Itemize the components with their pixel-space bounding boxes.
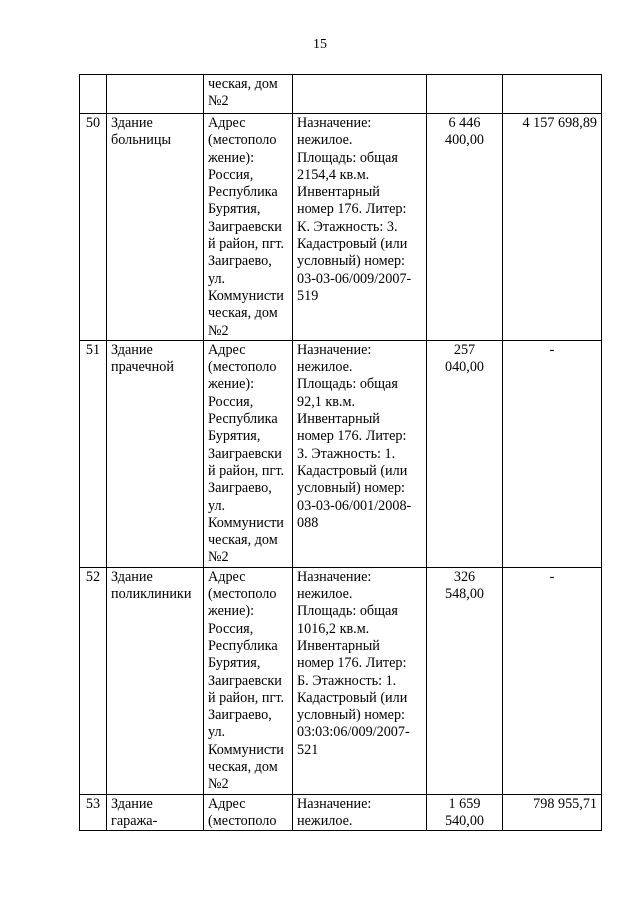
table-row — [80, 340, 602, 567]
address-line: №2 — [208, 776, 229, 793]
details-line: условный) номер: — [297, 253, 405, 270]
address-line: №2 — [208, 93, 229, 110]
page-number: 15 — [313, 37, 327, 52]
address-cell — [204, 114, 293, 341]
address-line: ческая, дом — [208, 532, 278, 549]
details-line: Кадастровый (или — [297, 689, 408, 706]
table-body — [80, 75, 602, 831]
details-cell — [293, 75, 427, 114]
address-line: ческая, дом — [208, 305, 278, 322]
details-cell — [293, 340, 427, 567]
amount-line: 6 446 — [448, 115, 481, 131]
object-name-line: Здание — [111, 115, 153, 131]
row-number-cell: 50 — [80, 114, 107, 341]
amount-cell — [427, 340, 503, 567]
table-row — [80, 114, 602, 341]
row-number-cell: 51 — [80, 340, 107, 567]
details-line: Площадь: общая — [297, 149, 398, 166]
details-line: нежилое. — [297, 586, 353, 603]
property-registry-table — [79, 74, 602, 831]
address-line: Заиграевски — [208, 672, 282, 689]
details-line: Кадастровый (или — [297, 236, 408, 253]
amount-cell — [427, 114, 503, 341]
row-number-cell: 53 — [80, 794, 107, 831]
details-line: 03-03-06/001/2008- — [297, 497, 412, 514]
value-cell: 4 157 698,89 — [503, 114, 602, 341]
object-name-cell — [107, 75, 204, 114]
address-line: й район, пгт. — [208, 462, 284, 479]
address-line: Заиграево, — [208, 253, 272, 270]
address-line: Республика — [208, 637, 278, 654]
address-line: (местополо — [208, 812, 277, 829]
details-line: Кадастровый (или — [297, 462, 408, 479]
address-line: й район, пгт. — [208, 689, 284, 706]
object-name-cell — [107, 114, 204, 341]
details-line: номер 176. Литер: — [297, 428, 407, 445]
address-line: Заиграевски — [208, 218, 282, 235]
address-line: Бурятия, — [208, 428, 261, 445]
address-line: (местополо — [208, 132, 277, 149]
object-name-cell — [107, 340, 204, 567]
object-name-cell — [107, 567, 204, 794]
details-line: Инвентарный — [297, 637, 380, 654]
object-name-line: гаража- — [111, 812, 158, 829]
details-cell — [293, 567, 427, 794]
details-line: 088 — [297, 514, 319, 531]
details-cell — [293, 794, 427, 831]
details-line: Площадь: общая — [297, 376, 398, 393]
details-line: 521 — [297, 741, 319, 758]
details-line: К. Этажность: 3. — [297, 218, 398, 235]
details-line: условный) номер: — [297, 707, 405, 724]
address-line: ческая, дом — [208, 76, 278, 92]
amount-line: 548,00 — [444, 586, 484, 603]
details-line: 519 — [297, 287, 319, 304]
address-line: Заиграево, — [208, 707, 272, 724]
details-line: Б. Этажность: 1. — [297, 672, 397, 689]
address-line: Коммунисти — [208, 514, 284, 531]
address-line: ул. — [208, 497, 226, 514]
amount-line: 400,00 — [444, 132, 484, 149]
details-line: Инвентарный — [297, 411, 380, 428]
object-name-line: поликлиники — [111, 586, 192, 603]
address-cell — [204, 75, 293, 114]
value-cell: - — [503, 340, 602, 567]
table-row — [80, 567, 602, 794]
amount-cell — [427, 75, 503, 114]
details-line: номер 176. Литер: — [297, 201, 407, 218]
amount-line: 540,00 — [444, 812, 484, 829]
address-line: Заиграево, — [208, 480, 272, 497]
address-line: жение): — [208, 603, 255, 620]
address-line: Адрес — [208, 115, 246, 131]
object-name-cell — [107, 794, 204, 831]
object-name-line: больницы — [111, 132, 171, 149]
address-line: Заиграевски — [208, 445, 282, 462]
object-name-line: Здание — [111, 568, 153, 585]
amount-line: 326 — [453, 568, 476, 585]
address-line: Россия, — [208, 166, 254, 183]
details-line: номер 176. Литер: — [297, 655, 407, 672]
address-line: ул. — [208, 724, 226, 741]
table-row — [80, 75, 602, 114]
address-cell — [204, 794, 293, 831]
address-line: Адрес — [208, 568, 246, 585]
address-line: Бурятия, — [208, 655, 261, 672]
details-line: 03:03:06/009/2007- — [297, 724, 410, 741]
details-line: 03-03-06/009/2007- — [297, 270, 412, 287]
value-cell: 798 955,71 — [503, 794, 602, 831]
address-cell — [204, 567, 293, 794]
amount-line: 257 — [453, 341, 476, 358]
address-line: Адрес — [208, 795, 246, 812]
details-line: Назначение: — [297, 341, 372, 358]
details-line: 2154,4 кв.м. — [297, 166, 370, 183]
object-name-line: Здание — [111, 795, 153, 812]
address-line: ул. — [208, 270, 226, 287]
details-line: З. Этажность: 1. — [297, 445, 396, 462]
address-line: Россия, — [208, 393, 254, 410]
details-line: Назначение: — [297, 115, 372, 131]
details-line: Площадь: общая — [297, 603, 398, 620]
address-line: Коммунисти — [208, 287, 284, 304]
table-row — [80, 794, 602, 831]
address-cell — [204, 340, 293, 567]
amount-line: 1 659 — [448, 795, 481, 812]
address-line: Коммунисти — [208, 741, 284, 758]
amount-cell — [427, 794, 503, 831]
object-name-line: прачечной — [111, 359, 174, 376]
details-line: Инвентарный — [297, 184, 380, 201]
details-cell — [293, 114, 427, 341]
address-line: й район, пгт. — [208, 236, 284, 253]
details-line: нежилое. — [297, 812, 353, 829]
details-line: нежилое. — [297, 359, 353, 376]
details-line: условный) номер: — [297, 480, 405, 497]
address-line: Республика — [208, 411, 278, 428]
address-line: ческая, дом — [208, 758, 278, 775]
amount-line: 040,00 — [444, 359, 484, 376]
object-name-line: Здание — [111, 341, 153, 358]
details-line: нежилое. — [297, 132, 353, 149]
amount-cell — [427, 567, 503, 794]
value-cell: - — [503, 567, 602, 794]
row-number-cell — [80, 75, 107, 114]
address-line: Республика — [208, 184, 278, 201]
address-line: жение): — [208, 376, 255, 393]
address-line: №2 — [208, 322, 229, 339]
address-line: №2 — [208, 549, 229, 566]
address-line: Бурятия, — [208, 201, 261, 218]
value-cell — [503, 75, 602, 114]
address-line: жение): — [208, 149, 255, 166]
row-number-cell: 52 — [80, 567, 107, 794]
address-line: Россия, — [208, 620, 254, 637]
details-line: 92,1 кв.м. — [297, 393, 356, 410]
address-line: Адрес — [208, 341, 246, 358]
details-line: Назначение: — [297, 568, 372, 585]
details-line: Назначение: — [297, 795, 372, 812]
details-line: 1016,2 кв.м. — [297, 620, 370, 637]
address-line: (местополо — [208, 586, 277, 603]
address-line: (местополо — [208, 359, 277, 376]
